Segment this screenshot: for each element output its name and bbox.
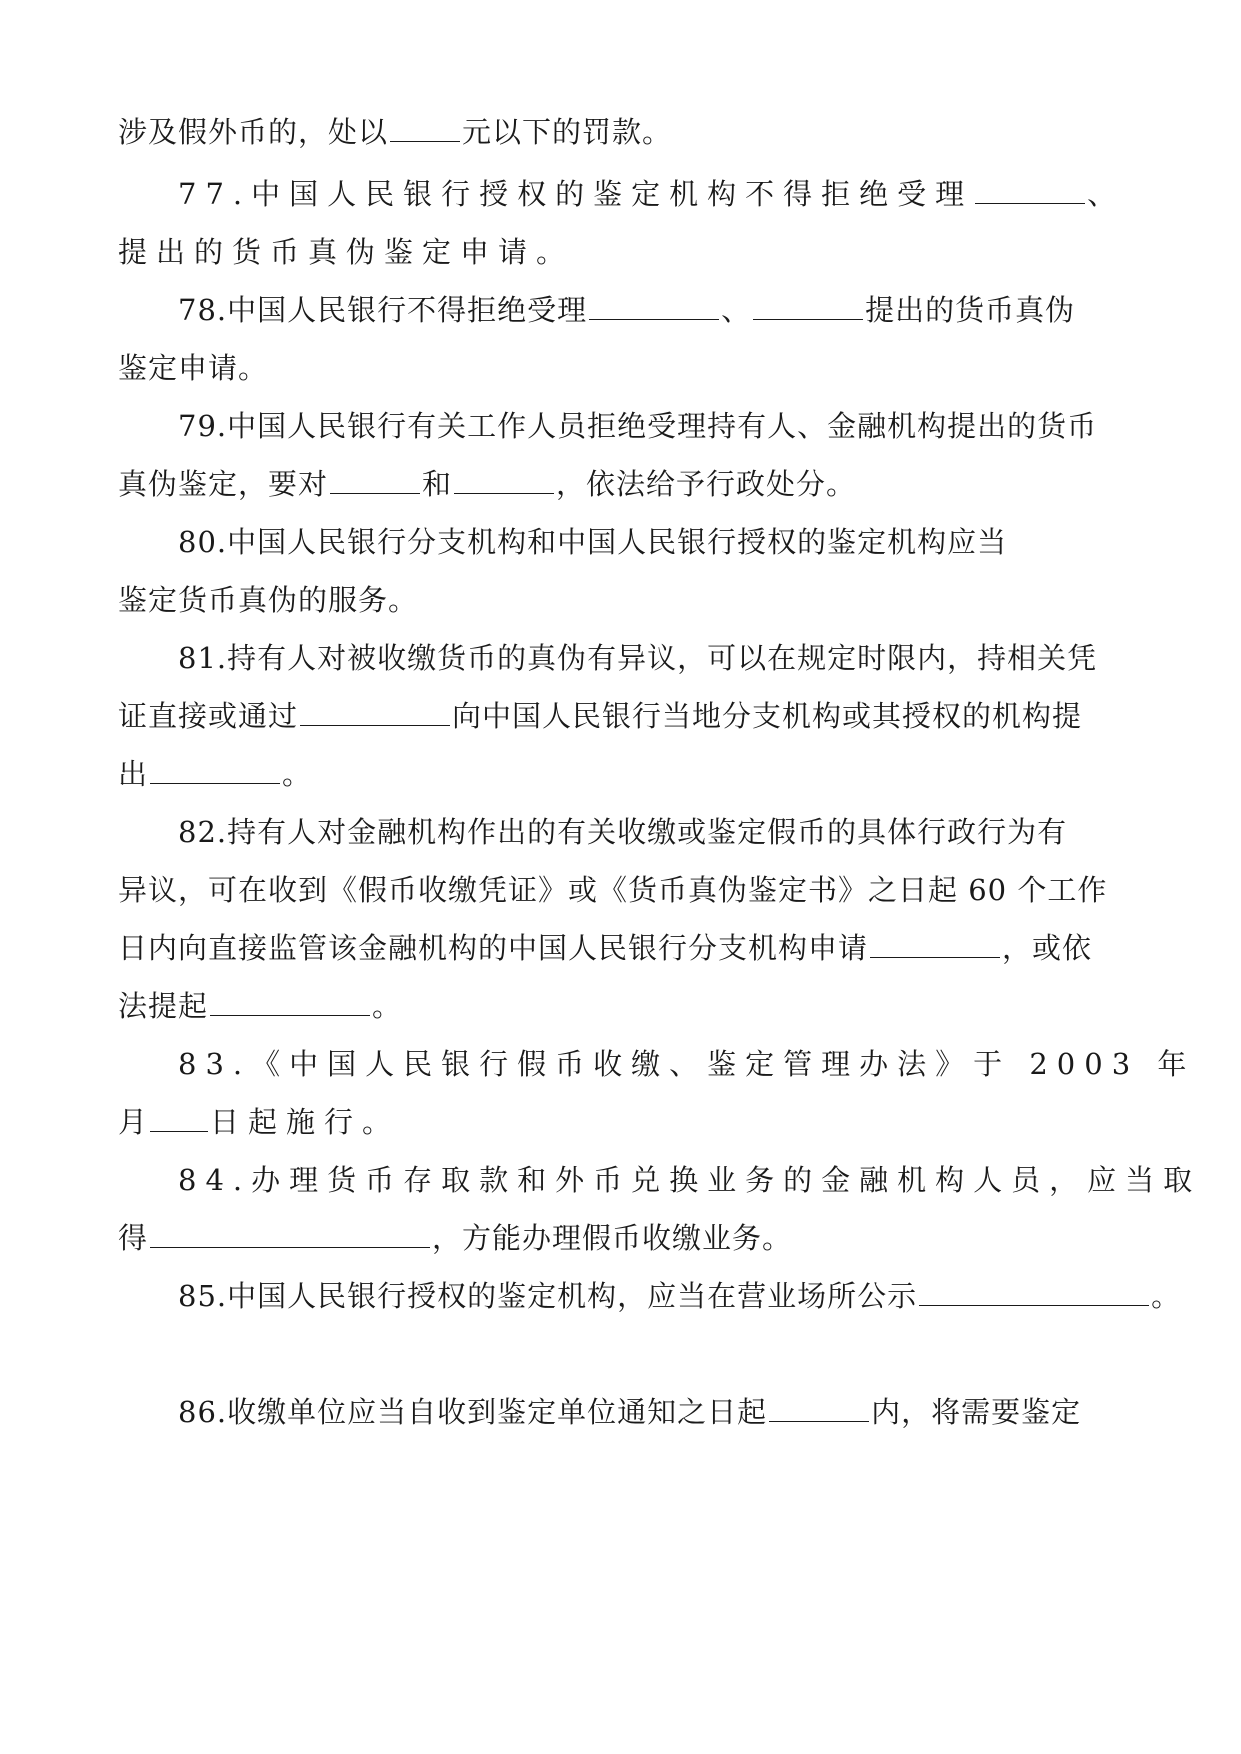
text-line: 法提起 。 xyxy=(118,989,403,1023)
question-78: 78.中国人民银行不得拒绝受理 、 提出的货币真伪 xyxy=(178,293,1076,327)
fill-blank xyxy=(210,989,370,1016)
question-82: 82.持有人对金融机构作出的有关收缴或鉴定假币的具体行政行为有 xyxy=(178,815,1068,849)
text-line: 日内向直接监管该金融机构的中国人民银行分支机构申请 ，或依 xyxy=(118,931,1093,965)
text-line: 异议，可在收到《假币收缴凭证》或《货币真伪鉴定书》之日起 60 个工作 xyxy=(118,873,1108,907)
fill-blank xyxy=(150,757,280,784)
fill-blank xyxy=(150,1105,208,1132)
question-81: 81.持有人对被收缴货币的真伪有异议，可以在规定时限内，持相关凭 xyxy=(178,641,1098,675)
question-77: 77.中国人民银行授权的鉴定机构不得拒绝受理 、 xyxy=(178,177,1126,211)
question-79: 79.中国人民银行有关工作人员拒绝受理持有人、金融机构提出的货币 xyxy=(178,409,1098,443)
text-line: 出 。 xyxy=(118,757,313,791)
question-86: 86.收缴单位应当自收到鉴定单位通知之日起 内，将需要鉴定 xyxy=(178,1395,1082,1429)
fill-blank xyxy=(390,115,460,142)
text-line: 真伪鉴定，要对 和 ，依法给予行政处分。 xyxy=(118,467,857,501)
fill-blank xyxy=(300,699,450,726)
fill-blank xyxy=(919,1279,1149,1306)
text-line: 鉴定申请。 xyxy=(118,351,269,385)
fill-blank xyxy=(870,931,1000,958)
fill-blank xyxy=(753,293,863,320)
text-line: 证直接或通过 向中国人民银行当地分支机构或其授权的机构提 xyxy=(118,699,1083,733)
text-line: 涉及假外币的，处以 元以下的罚款。 xyxy=(118,115,673,149)
fill-blank xyxy=(769,1395,869,1422)
fill-blank xyxy=(589,293,719,320)
fill-blank xyxy=(150,1221,430,1248)
question-84: 84.办理货币存取款和外币兑换业务的金融机构人员，应当取 xyxy=(178,1163,1202,1197)
question-83: 83.《中国人民银行假币收缴、鉴定管理办法》于 2003 年 xyxy=(178,1047,1196,1081)
fill-blank xyxy=(454,467,554,494)
fill-blank xyxy=(975,177,1085,204)
fill-blank xyxy=(330,467,420,494)
text-line: 提出的货币真伪鉴定申请。 xyxy=(118,235,575,269)
question-80: 80.中国人民银行分支机构和中国人民银行授权的鉴定机构应当 xyxy=(178,525,1008,559)
text-line: 鉴定货币真伪的服务。 xyxy=(118,583,419,617)
text-line: 月 日起施行。 xyxy=(118,1105,401,1139)
text-line: 得 ，方能办理假币收缴业务。 xyxy=(118,1221,793,1255)
question-85: 85.中国人民银行授权的鉴定机构，应当在营业场所公示 。 xyxy=(178,1279,1182,1313)
